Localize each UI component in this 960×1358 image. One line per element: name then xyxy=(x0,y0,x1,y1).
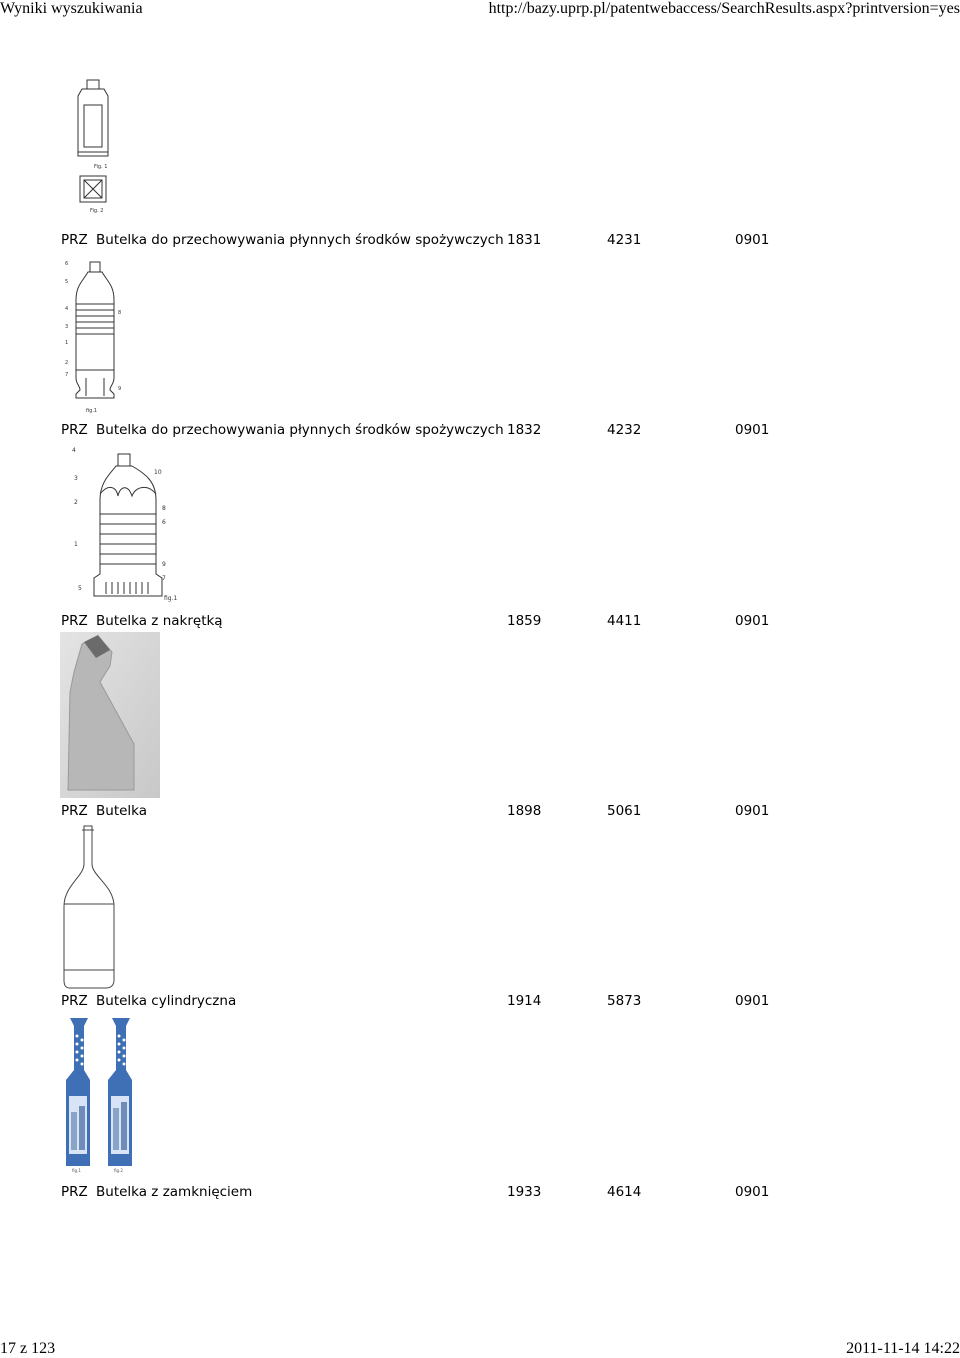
reference-number: 10 xyxy=(154,469,162,476)
record-class: 5873 xyxy=(607,993,642,1009)
reference-number: 7 xyxy=(162,575,166,582)
figure-label: fig.1 xyxy=(72,1168,81,1173)
page-title: Wyniki wyszukiwania xyxy=(0,0,143,17)
record-number: 1933 xyxy=(507,1184,542,1200)
reference-number: 2 xyxy=(65,360,69,366)
reference-number: 9 xyxy=(162,561,166,568)
record-number: 1831 xyxy=(507,232,542,248)
reference-number: 6 xyxy=(162,519,166,526)
record-number: 1898 xyxy=(507,803,542,819)
record-class: 0901 xyxy=(735,1184,770,1200)
reference-number: 1 xyxy=(74,541,78,548)
record-class: 5061 xyxy=(607,803,642,819)
record-title: Butelka do przechowywania płynnych środków spożywczych xyxy=(96,422,504,438)
record-type: PRZ xyxy=(61,422,88,438)
record-class: 4411 xyxy=(607,613,642,629)
reference-number: 8 xyxy=(118,310,122,316)
reference-number: 8 xyxy=(162,505,166,512)
page-url: http://bazy.uprp.pl/patentwebaccess/SearchResults.aspx?printversion=yes xyxy=(488,0,960,17)
record-type: PRZ xyxy=(61,993,88,1009)
reference-number: 4 xyxy=(65,306,69,312)
record-class: 0901 xyxy=(735,232,770,248)
figure-label: Fig. 1 xyxy=(94,164,108,170)
reference-number: 3 xyxy=(65,324,69,330)
record-class: 4232 xyxy=(607,422,642,438)
reference-number: 3 xyxy=(74,475,78,482)
figure-label: fig.2 xyxy=(114,1168,123,1173)
record-class: 0901 xyxy=(735,993,770,1009)
record-type: PRZ xyxy=(61,613,88,629)
record-class: 0901 xyxy=(735,613,770,629)
record-row xyxy=(0,1183,960,1201)
record-title: Butelka cylindryczna xyxy=(96,993,237,1009)
figure-label: fig.1 xyxy=(86,408,98,414)
reference-number: 4 xyxy=(72,447,76,454)
reference-number: 1 xyxy=(65,340,69,346)
record-number: 1859 xyxy=(507,613,542,629)
reference-number: 5 xyxy=(65,279,69,285)
record-class: 0901 xyxy=(735,422,770,438)
reference-number: 9 xyxy=(118,386,122,392)
record-class: 4614 xyxy=(607,1184,642,1200)
record-title: Butelka z nakrętką xyxy=(96,613,223,629)
reference-number: 5 xyxy=(78,585,82,592)
record-number: 1832 xyxy=(507,422,542,438)
record-number: 1914 xyxy=(507,993,542,1009)
bottle-photo-image xyxy=(60,1016,150,1174)
page-counter: 17 z 123 xyxy=(0,1340,56,1357)
record-type: PRZ xyxy=(61,232,88,248)
record-title: Butelka xyxy=(96,803,148,819)
reference-number: 2 xyxy=(74,499,78,506)
print-datetime: 2011-11-14 14:22 xyxy=(846,1340,960,1357)
reference-number: 6 xyxy=(65,261,69,267)
record-type: PRZ xyxy=(61,803,88,819)
figure-label: fig.1 xyxy=(164,595,178,602)
reference-number: 7 xyxy=(65,372,69,378)
record-title: Butelka z zamknięciem xyxy=(96,1184,253,1200)
record-class: 4231 xyxy=(607,232,642,248)
record-title: Butelka do przechowywania płynnych środków spożywczych xyxy=(96,232,504,248)
record-type: PRZ xyxy=(61,1184,88,1200)
figure-label: Fig. 2 xyxy=(90,208,104,214)
record-class: 0901 xyxy=(735,803,770,819)
